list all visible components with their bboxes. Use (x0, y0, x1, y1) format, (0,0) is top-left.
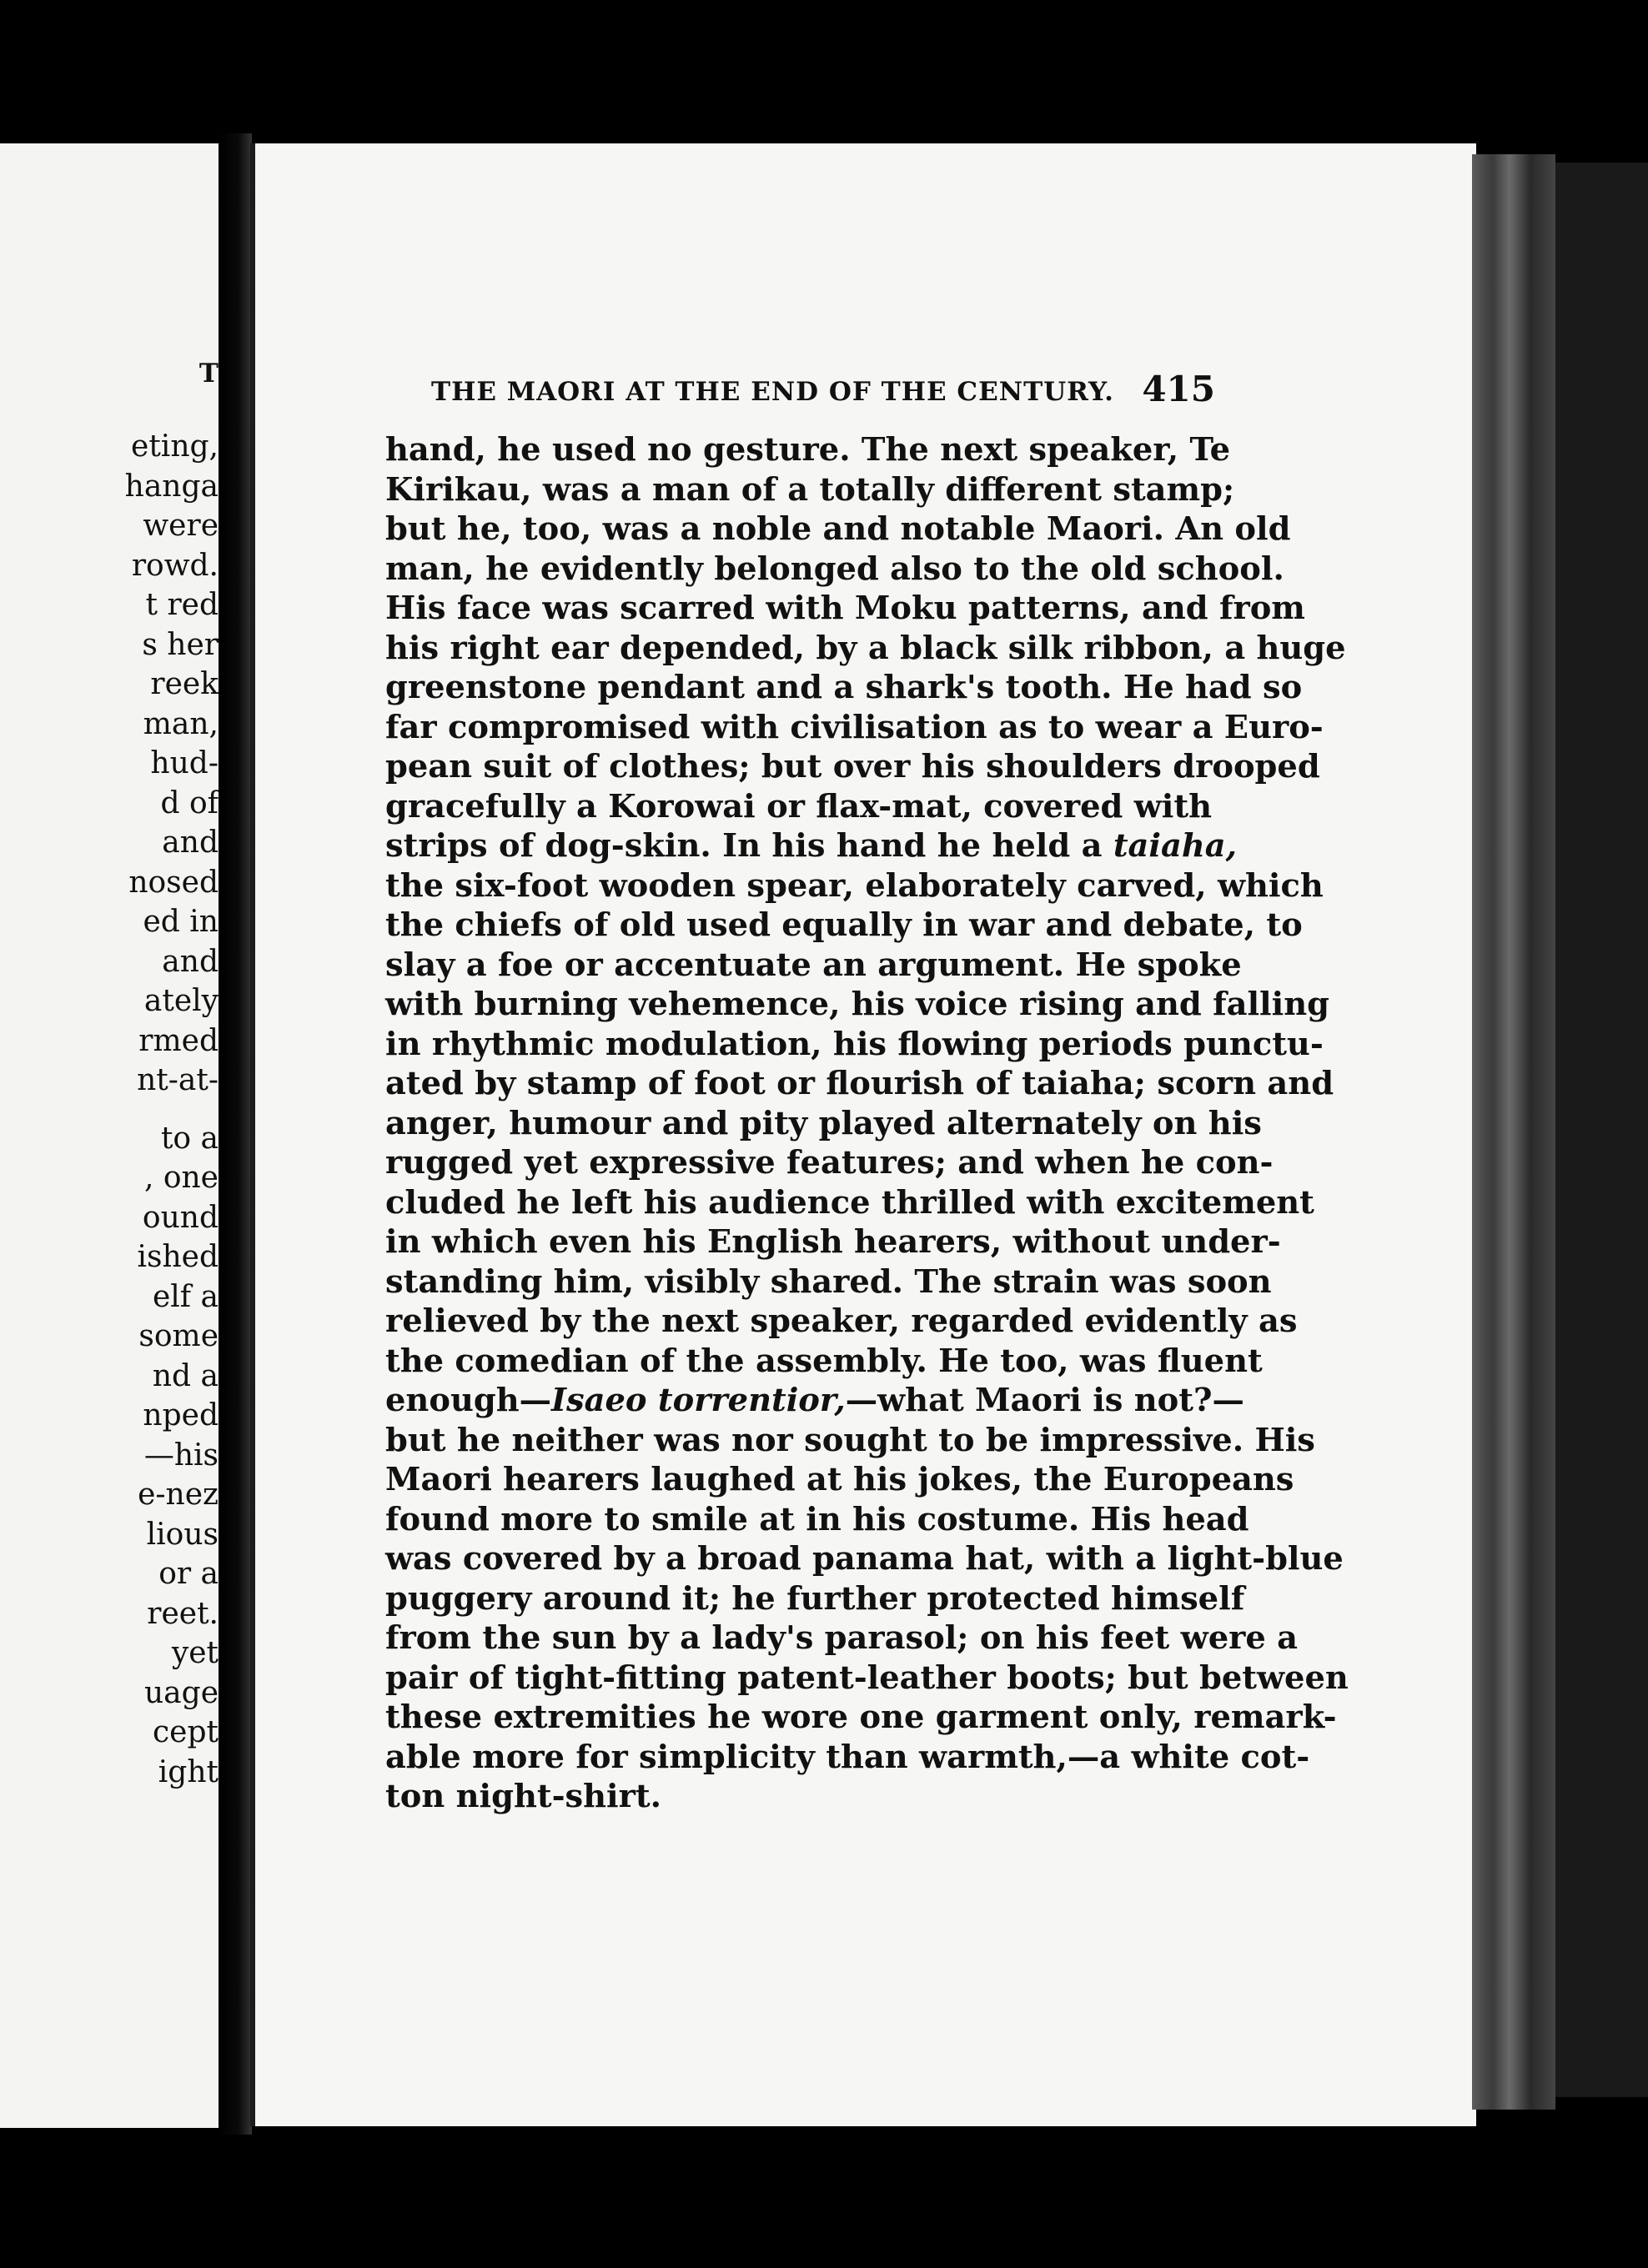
text-line: cluded he left his audience thrilled with excitement (385, 1183, 1314, 1222)
left-page-line-fragment: rowd. (131, 548, 219, 583)
left-page-line-fragment: elf a (152, 1279, 219, 1314)
left-page-line-fragment: —his (143, 1438, 219, 1473)
left-page-line-fragment: eting, (131, 429, 219, 464)
text-line: able more for simplicity than warmth,—a white cot- (385, 1738, 1310, 1776)
italic-term: taiaha, (1113, 827, 1238, 865)
left-page-line-fragment: hud- (150, 746, 219, 780)
text-line: ated by stamp of foot or flourish of taiaha; scorn and (385, 1065, 1334, 1102)
book-cover-edge (1555, 163, 1648, 2097)
text-line: gracefully a Korowai or flax-mat, covered with (385, 787, 1213, 825)
left-page-line-fragment: ight (158, 1754, 219, 1789)
left-page-line-fragment: lious (146, 1517, 219, 1552)
text-line: enough—Isaeo torrentior,—what Maori is not?— (385, 1382, 1244, 1419)
text-line: rugged yet expressive features; and when he con- (385, 1144, 1274, 1182)
left-page-line-fragment: d of (160, 785, 219, 820)
text-line: with burning vehemence, his voice rising and falling (385, 986, 1329, 1023)
text-line: was covered by a broad panama hat, with a light-blue (385, 1540, 1344, 1578)
left-page-line-fragment: ately (143, 984, 219, 1018)
text-line: but he neither was nor sought to be impressive. His (385, 1421, 1315, 1459)
text-line: far compromised with civilisation as to wear a Euro- (385, 708, 1324, 746)
text-line: but he, too, was a noble and notable Maori. An old (385, 510, 1291, 548)
left-page-line-fragment: man, (143, 706, 219, 741)
left-page-line-fragment: nt-at- (137, 1063, 219, 1097)
text-line: from the sun by a lady's parasol; on his feet were a (385, 1619, 1299, 1657)
text-line: hand, he used no gesture. The next speaker, Te (385, 431, 1231, 469)
running-head (431, 367, 1215, 417)
left-page-line-fragment: s her (142, 627, 219, 662)
left-page-line-fragment: hanga (124, 469, 219, 504)
left-page-line-fragment: and (162, 825, 219, 860)
text-line: strips of dog-skin. In his hand he held a taiaha, (385, 827, 1238, 865)
text-line: his right ear depended, by a black silk ribbon, a huge (385, 629, 1346, 667)
left-page-line-fragment: cept (153, 1715, 219, 1749)
left-page-running-head: T (198, 359, 219, 389)
left-page-line-fragment: were (143, 509, 219, 543)
left-page-line-fragment: ished (137, 1240, 219, 1274)
text-line: Maori hearers laughed at his jokes, the Europeans (385, 1461, 1294, 1498)
left-page-line-fragment: rmed (138, 1023, 219, 1058)
left-page-line-fragment: ound (142, 1200, 219, 1235)
left-page-line-fragment: reet. (147, 1596, 219, 1631)
left-page-line-fragment: yet (171, 1636, 219, 1670)
text-line: ton night-shirt. (385, 1778, 661, 1815)
left-page-line-fragment: t red (145, 588, 219, 622)
text-line: relieved by the next speaker, regarded evidently as (385, 1302, 1298, 1340)
body-text (385, 430, 1349, 1817)
left-page-line-fragment: ed in (143, 905, 219, 939)
text-line: man, he evidently belonged also to the old school. (385, 549, 1284, 588)
left-page-line-fragment: nd a (152, 1358, 219, 1393)
left-page-line-fragment: nosed (128, 865, 219, 900)
text-line: these extremities he wore one garment only, remark- (385, 1698, 1337, 1736)
left-page-line-fragment: reek (150, 667, 219, 701)
text-line: anger, humour and pity played alternately on his (385, 1104, 1262, 1142)
left-page-line-fragment: some (138, 1319, 219, 1353)
text-line: standing him, visibly shared. The strain was soon (385, 1262, 1272, 1301)
text-line: slay a foe or accentuate an argument. He spoke (385, 946, 1242, 984)
left-page-line-fragment: e-nez (138, 1478, 219, 1512)
text-line: greenstone pendant and a shark's tooth. He had so (385, 669, 1303, 706)
left-page-line-fragment: nped (143, 1398, 219, 1433)
text-line: pair of tight-fitting patent-leather boots; but between (385, 1658, 1349, 1697)
book-gutter (219, 133, 252, 2135)
text-line: the six-foot wooden spear, elaborately carved, which (385, 866, 1324, 905)
text-line: in rhythmic modulation, his flowing periods punctu- (385, 1025, 1324, 1063)
text-line: the chiefs of old used equally in war and debate, to (385, 906, 1303, 944)
text-line: in which even his English hearers, without under- (385, 1223, 1281, 1261)
left-page-line-fragment: and (162, 944, 219, 979)
text-line: the comedian of the assembly. He too, was fluent (385, 1342, 1263, 1380)
left-page-line-fragment: uage (144, 1675, 219, 1710)
text-line: His face was scarred with Moku patterns, and from (385, 590, 1305, 627)
text-line: puggery around it; he further protected himself (385, 1579, 1245, 1618)
left-page-line-fragment: , one (143, 1161, 219, 1195)
text-line: found more to smile at in his costume. His head (385, 1500, 1249, 1538)
page-edges (1472, 154, 1555, 2110)
italic-term: Isaeo torrentior, (551, 1382, 846, 1419)
left-page-text-fragments (0, 427, 219, 1792)
page-number: 415 (1142, 369, 1215, 409)
left-page-line-fragment: or a (158, 1557, 219, 1591)
left-page-line-fragment: to a (160, 1121, 219, 1156)
running-title: THE MAORI AT THE END OF THE CENTURY. (431, 377, 1114, 407)
facing-left-page (0, 143, 225, 2128)
text-line: Kirikau, was a man of a totally different stamp; (385, 470, 1235, 509)
text-line: pean suit of clothes; but over his shoulders drooped (385, 748, 1320, 785)
